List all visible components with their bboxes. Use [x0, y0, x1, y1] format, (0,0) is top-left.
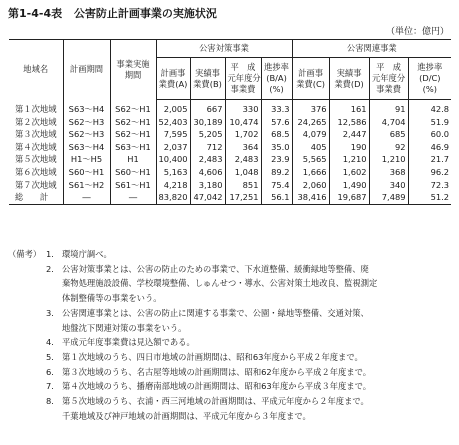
cell-h1b: 340: [369, 179, 408, 192]
cell-h1: 1,048: [225, 166, 261, 179]
header-progress-ba: [261, 58, 292, 100]
note-number: 6.: [46, 366, 54, 377]
cell-h1b: 92: [369, 141, 408, 154]
cell-impl_period: S62～H1: [110, 116, 156, 129]
cell-impl_period: S61～H1: [110, 179, 156, 192]
header-line: 事業実施: [116, 58, 150, 69]
header-line: 業費(A): [158, 78, 188, 89]
notes-heading: （備考）: [8, 249, 42, 259]
note-item: [8, 379, 454, 394]
notes-heading: [8, 350, 46, 365]
cell-impl_period: S63～H1: [110, 141, 156, 154]
table-row: [9, 179, 451, 192]
cell-d: 2,447: [329, 128, 369, 141]
cell-rdc: 72.3: [408, 179, 451, 192]
cell-rdc: 21.7: [408, 153, 451, 166]
cell-plan_period: S60～H1: [63, 166, 110, 179]
cell-plan_period: S62～H3: [63, 116, 110, 129]
cell-h1: 364: [225, 141, 261, 154]
cell-rdc: 42.8: [408, 103, 451, 116]
cell-plan_period: ―: [63, 191, 110, 204]
cell-rba: 56.1: [261, 191, 292, 204]
header-line: 計画事: [298, 67, 323, 78]
header-line: 期間: [124, 69, 142, 80]
cell-h1b: 4,704: [369, 116, 408, 129]
cell-rba: 89.2: [261, 166, 292, 179]
cell-plan_period: S63～H4: [63, 103, 110, 116]
note-item: [8, 365, 454, 380]
header-line: 業費(D): [334, 78, 364, 89]
table-number: 第1-4-4表: [8, 7, 63, 20]
cell-plan_period: H1～H5: [63, 153, 110, 166]
cell-b: 667: [190, 103, 225, 116]
table-row: [9, 141, 451, 154]
header-line: 事業費: [376, 84, 401, 94]
cell-region: 第６次地域: [15, 166, 57, 177]
cell-region: 第１次地域: [15, 104, 57, 114]
table-body: [9, 100, 451, 205]
note-text: 第１次地域のうち、四日市地域の計画期間は、昭和63年度から平成２年度まで。: [62, 351, 363, 362]
header-line: 進捗率: [417, 62, 443, 72]
note-text: 平成元年度事業費は見込額である。: [62, 337, 195, 348]
table-row: [9, 191, 451, 204]
cell-a: 2,005: [156, 103, 190, 116]
cell-c: 4,079: [292, 128, 329, 141]
note-number: 3.: [46, 307, 54, 318]
cell-rdc: 46.9: [408, 141, 451, 154]
notes-heading: [8, 365, 46, 380]
cell-rdc: 51.9: [408, 116, 451, 129]
note-text: 環境庁調べ。: [62, 249, 112, 259]
cell-h1b: 1,210: [369, 153, 408, 166]
note-text-continued: 棄物処理施設設備、学校環境整備、しゅんせつ・導水、公害対策土地改良、監視測定: [62, 278, 378, 289]
project-status-table: [9, 39, 451, 205]
header-line: 平 成: [376, 62, 401, 72]
note-number: 1.: [46, 249, 54, 259]
note-item: [8, 247, 454, 262]
cell-b: 5,205: [190, 128, 225, 141]
header-line: 事業費: [230, 84, 256, 94]
note-item: [8, 350, 454, 365]
note-number: 2.: [46, 263, 54, 274]
cell-h1b: 368: [369, 166, 408, 179]
cell-c: 2,060: [292, 179, 329, 192]
cell-region: 総 計: [9, 191, 63, 204]
header-region: [9, 40, 63, 100]
header-line: 平 成: [230, 62, 256, 72]
notes-heading: [8, 335, 46, 350]
cell-impl_period: S62～H1: [110, 103, 156, 116]
cell-c: 24,265: [292, 116, 329, 129]
cell-impl_period: S60～H1: [110, 166, 156, 179]
header-line: 元年度分: [371, 73, 406, 83]
table-row: [9, 166, 451, 179]
cell-d: 190: [329, 141, 369, 154]
note-text: 第５次地域のうち、衣浦・西三河地域の計画期間は、平成元年度から２年度まで。: [62, 396, 369, 407]
cell-c: 38,416: [292, 191, 329, 204]
note-text: 第３次地域のうち、名古屋等地域の計画期間は、昭和62年度から平成２年度まで。: [62, 366, 372, 377]
note-number: 7.: [46, 381, 54, 392]
cell-d: 19,687: [329, 191, 369, 204]
cell-rba: 68.5: [261, 128, 292, 141]
cell-a: 7,595: [156, 128, 190, 141]
header-line: 業費(B): [193, 78, 222, 89]
cell-rba: 33.3: [261, 103, 292, 116]
cell-impl_period: S62～H1: [110, 128, 156, 141]
cell-h1b: 685: [369, 128, 408, 141]
cell-region: 第５次地域: [15, 154, 57, 165]
note-item: [8, 394, 454, 409]
notes-heading: [8, 306, 46, 321]
cell-impl_period: ―: [110, 191, 156, 204]
header-line: (%): [422, 84, 437, 94]
note-number: 4.: [46, 337, 54, 348]
cell-b: 4,606: [190, 166, 225, 179]
cell-d: 161: [329, 103, 369, 116]
header-line: 計画事: [160, 67, 186, 78]
cell-rba: 35.0: [261, 141, 292, 154]
note-text-continued: 地盤沈下関連対策の事業をいう。: [62, 322, 187, 333]
table-row: [9, 103, 451, 116]
cell-h1: 330: [225, 103, 261, 116]
cell-c: 376: [292, 103, 329, 116]
cell-rba: 23.9: [261, 153, 292, 166]
cell-c: 5,565: [292, 153, 329, 166]
header-line: 実績事: [195, 67, 220, 78]
header-h1-cost: [225, 58, 261, 100]
cell-region: 第３次地域: [15, 129, 57, 140]
unit-note: （単位：億円）: [385, 27, 449, 37]
header-line: 進捗率: [264, 62, 289, 72]
header-impl-period: [110, 40, 156, 100]
note-item: [8, 262, 454, 277]
note-text-continued: 体制整備等の事業をいう。: [62, 293, 162, 304]
header-progress-dc: [408, 58, 451, 100]
cell-d: 1,602: [329, 166, 369, 179]
cell-h1: 17,251: [225, 191, 261, 204]
cell-rdc: 60.0: [408, 128, 451, 141]
header-plan-cost-c: [292, 58, 329, 100]
cell-d: 1,490: [329, 179, 369, 192]
header-actual-cost-b: [190, 58, 225, 100]
cell-a: 2,037: [156, 141, 190, 154]
cell-b: 712: [190, 141, 225, 154]
cell-region: 第２次地域: [15, 116, 57, 127]
table-row: [9, 153, 451, 166]
note-number: 8.: [46, 396, 54, 407]
group-header-pollution-related: 公害関連事業: [292, 40, 451, 58]
cell-h1: 851: [225, 179, 261, 192]
cell-b: 2,483: [190, 153, 225, 166]
cell-h1b: 91: [369, 103, 408, 116]
cell-a: 5,163: [156, 166, 190, 179]
notes-heading: [8, 394, 46, 409]
table-row: [9, 116, 451, 129]
header-plan-cost-a: [156, 58, 190, 100]
cell-a: 10,400: [156, 153, 190, 166]
cell-a: 52,403: [156, 116, 190, 129]
header-line: 業費(C): [296, 78, 325, 89]
cell-c: 1,666: [292, 166, 329, 179]
table-caption: 公害防止計画事業の実施状況: [73, 7, 217, 20]
note-item: [8, 306, 454, 321]
cell-plan_period: S63～H4: [63, 141, 110, 154]
header-line: 元年度分: [227, 73, 261, 83]
cell-d: 12,586: [329, 116, 369, 129]
notes-heading: [8, 379, 46, 394]
cell-region: 第７次地域: [15, 179, 57, 190]
group-header-pollution-control: 公害対策事業: [156, 40, 292, 58]
cell-rba: 57.6: [261, 116, 292, 129]
cell-h1b: 7,489: [369, 191, 408, 204]
header-line: (D/C): [419, 73, 441, 83]
cell-impl_period: H1: [110, 153, 156, 166]
notes-section: [8, 247, 454, 423]
cell-rdc: 96.2: [408, 166, 451, 179]
notes-heading: [8, 262, 46, 277]
cell-plan_period: S62～H3: [63, 128, 110, 141]
cell-a: 83,820: [156, 191, 190, 204]
header-line: 実績事: [336, 67, 362, 78]
note-number: 5.: [46, 351, 54, 362]
cell-rba: 75.4: [261, 179, 292, 192]
cell-b: 47,042: [190, 191, 225, 204]
header-h1-cost-2: [369, 58, 408, 100]
cell-h1: 2,483: [225, 153, 261, 166]
header-region-label: 地域名: [23, 64, 49, 75]
cell-b: 3,180: [190, 179, 225, 192]
note-text: 第４次地域のうち、播磨南部地域の計画期間は、昭和63年度から平成３年度まで。: [62, 381, 372, 392]
cell-rdc: 51.2: [408, 191, 451, 204]
cell-h1: 10,474: [225, 116, 261, 129]
cell-a: 4,218: [156, 179, 190, 192]
header-actual-cost-d: [329, 58, 369, 100]
cell-b: 30,189: [190, 116, 225, 129]
cell-h1: 1,702: [225, 128, 261, 141]
cell-plan_period: S61～H2: [63, 179, 110, 192]
header-line: (%): [269, 84, 284, 94]
table-title: [8, 5, 217, 21]
note-text-continued: 千葉地域及び神戸地域の計画期間は、平成元年度から３年度まで。: [62, 410, 311, 421]
note-text: 公害関連事業とは、公害の防止に関連する事業で、公園・緑地等整備、交通対策、: [62, 307, 369, 318]
table-row: [9, 128, 451, 141]
note-text: 公害対策事業とは、公害の防止のための事業で、下水道整備、緩衝緑地等整備、廃: [62, 263, 369, 274]
header-plan-period: [63, 40, 110, 100]
header-line: 計画期間: [69, 64, 104, 75]
header-line: (B/A): [266, 73, 287, 83]
note-item: [8, 335, 454, 350]
cell-d: 1,210: [329, 153, 369, 166]
cell-region: 第４次地域: [15, 141, 57, 152]
cell-c: 405: [292, 141, 329, 154]
